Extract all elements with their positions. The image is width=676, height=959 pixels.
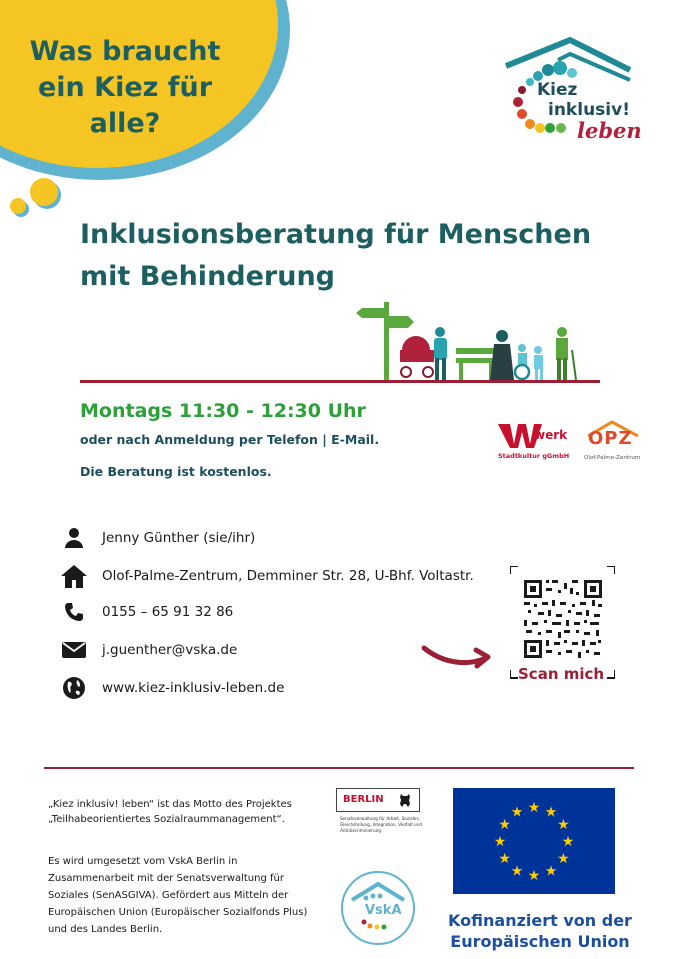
eu-star: ★ [544,863,558,880]
logo-text-leben: leben [577,118,642,143]
title-line-2: mit Behinderung [80,261,336,292]
eu-star: ★ [510,804,524,821]
address-text: Olof-Palme-Zentrum, Demminer Str. 28, U-Bhf. Voltastr. [102,568,474,584]
phone-icon [60,598,88,626]
arrow-icon [420,640,500,670]
stadtkultur-name: Stadtkultur gGmbH [498,452,570,460]
email-link[interactable]: j.guenther@vska.de [102,642,238,658]
eu-cofunded [440,910,640,952]
appointment-note: oder nach Anmeldung per Telefon | E-Mail. [80,432,380,447]
person-icon [60,524,88,552]
logo-text-inklusiv: inklusiv! [548,100,630,120]
mail-icon [60,636,88,664]
website-link[interactable]: www.kiez-inklusiv-leben.de [102,680,285,696]
eu-star: ★ [557,817,570,833]
qr-code[interactable] [510,566,615,680]
eu-star: ★ [527,868,541,884]
logo-text-kiez: Kiez [537,80,578,100]
contact-person [60,524,255,552]
eu-flag [453,788,615,894]
funding-text: Es wird umgesetzt vom VskA Berlin in Zusammenarbeit mit der Senatsverwaltung für Soziales (SenASGIVA). Gefördert aus Mitteln der Europäischen Union (Europäischer Sozialfonds Plus) und des Landes Berlin. [48,856,308,935]
berlin-logo [336,788,423,848]
berlin-bear-icon [398,792,412,808]
eu-line-2: Europäischen Union [450,932,630,951]
contact-address [60,562,474,590]
bubble-question: Was braucht ein Kiez für alle? [29,36,221,139]
opz-letters-text: OPZ [588,428,633,449]
opz-letters [588,428,633,449]
free-note: Die Beratung ist kostenlos. [80,464,272,479]
eu-star: ★ [544,804,558,821]
bubble-dot [30,178,58,206]
divider-bottom [44,767,634,769]
contact-name: Jenny Günther (sie/ihr) [102,530,256,546]
home-icon [60,562,88,590]
eu-star: ★ [493,834,507,850]
globe-icon [60,674,88,702]
eu-line-1: Kofinanziert von der [448,911,632,930]
contact-email [60,636,237,664]
phone-number[interactable]: 0155 – 65 91 32 86 [102,604,234,620]
berlin-department: Senatsverwaltung für Arbeit, Soziales, Gleichstellung, Integration, Vielfalt und Antidiskriminierung [340,816,423,833]
bubble-dot [10,198,26,214]
eu-star: ★ [557,851,570,867]
scan-label: Scan mich [518,665,605,683]
divider-top [80,380,600,383]
eu-star: ★ [498,851,511,867]
stadtkultur-word: werk [534,428,568,442]
page-title [80,214,591,298]
project-motto: „Kiez inklusiv! leben“ ist das Motto des Projektes „Teilhabeorientiertes Sozialraummanagement“. [48,799,292,825]
berlin-label: BERLIN [336,788,420,812]
eu-star: ★ [561,834,575,850]
stadtkultur-logo [496,420,568,464]
eu-star: ★ [527,800,541,816]
vska-text: VskA [365,903,402,918]
contact-web [60,674,284,702]
contact-phone [60,598,233,626]
opz-logo [580,418,646,464]
consultation-time: Montags 11:30 - 12:30 Uhr [80,400,366,422]
eu-star: ★ [510,863,524,880]
eu-star: ★ [498,817,511,833]
people-illustration [356,298,586,382]
opz-name: Olof-Palme-Zentrum [584,455,641,461]
title-line-1: Inklusionsberatung für Menschen [80,219,592,250]
